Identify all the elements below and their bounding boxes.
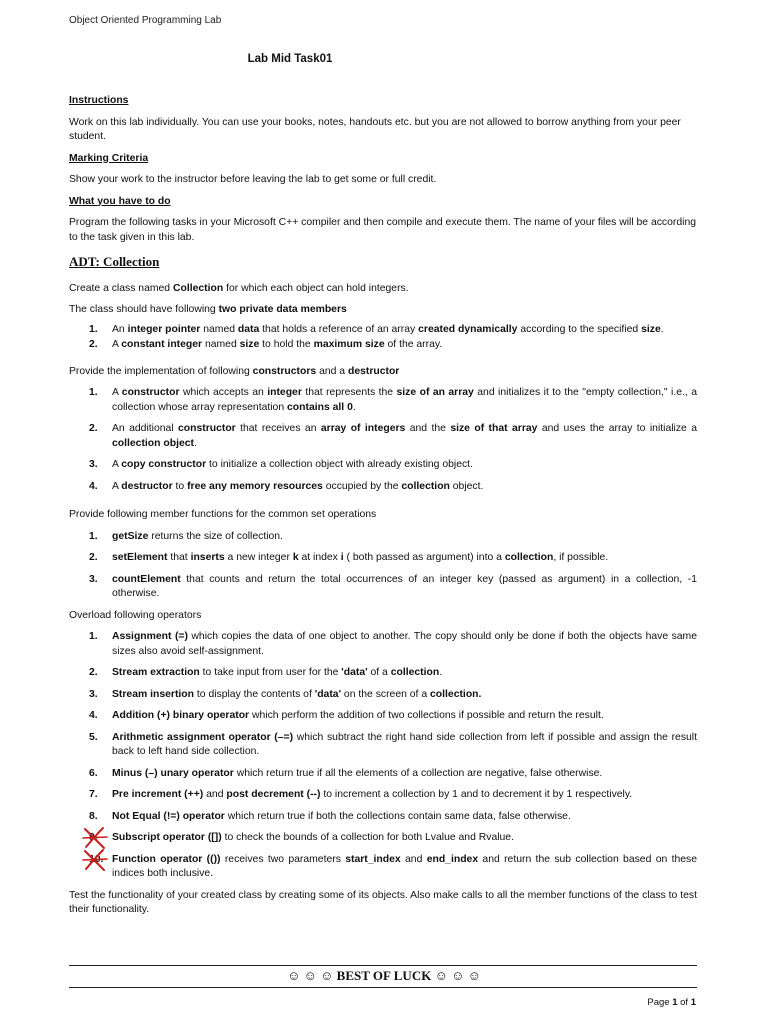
page-number: Page 1 of 1 — [647, 997, 696, 1008]
document-body — [69, 94, 697, 925]
operators-list — [69, 630, 697, 882]
ctors-lead: Provide the implementation of following constructors and a destructor — [69, 365, 400, 377]
marking-heading: Marking Criteria — [69, 152, 149, 164]
list-item: 2. setElement that inserts a new integer k at index i ( both passed as argument) into a collection, if possible. — [89, 552, 609, 563]
list-item: 1. A constructor which accepts an integer that represents the size of an array and initializes it to the "empty collection," i.e., a collection whose array representation contains all 0. — [89, 387, 697, 413]
constructors-list — [69, 386, 697, 494]
footer-divider-top — [69, 965, 697, 966]
list-item: 4. A destructor to free any memory resources occupied by the collection object. — [89, 480, 484, 492]
list-item: 9. Subscript operator ([]) to check the bounds of a collection for both Lvalue and Rvalue. — [69, 831, 697, 846]
list-item: 5. Arithmetic assignment operator (–=) which subtract the right hand side collection from left if possible and assign the result back to left hand side collection. — [89, 731, 697, 757]
list-item: 2. A constant integer named size to hold the maximum size of the array. — [89, 339, 443, 350]
list-item: 3. Stream insertion to display the contents of 'data' on the screen of a collection. — [89, 688, 482, 700]
list-item: 2. An additional constructor that receives an array of integers and the size of that array and uses the array to initialize a collection object. — [89, 423, 697, 449]
member-functions-lead: Provide following member functions for the common set operations — [69, 509, 377, 520]
operators-lead: Overload following operators — [69, 609, 202, 621]
data-members-list — [69, 323, 697, 353]
handwritten-cross-mark-icon — [81, 847, 109, 873]
todo-text: Program the following tasks in your Microsoft C++ compiler and then compile and execute them. The name of your files will be according to the task given in this lab. — [69, 217, 697, 243]
members-lead: The class should have following two private data members — [69, 304, 347, 315]
list-item: 1. getSize returns the size of collection. — [89, 530, 283, 542]
list-item: 3. countElement that counts and return the total occurrences of an integer key (passed as argument) in a collection, -1 otherwise. — [89, 573, 697, 599]
list-item: 2. Stream extraction to take input from user for the 'data' of a collection. — [89, 667, 443, 678]
list-item: 1. An integer pointer named data that holds a reference of an array created dynamically according to the specified size. — [89, 323, 664, 335]
list-item: 1. Assignment (=) which copies the data of one object to another. The copy should only be done if both the objects have same sizes also avoid self-assignment. — [89, 631, 697, 657]
closing-text: Test the functionality of your created class by creating some of its objects. Also make calls to all the member functions of the class to test their functionality. — [69, 889, 697, 915]
adt-heading: ADT: Collection — [69, 254, 160, 269]
running-header: Object Oriented Programming Lab — [69, 15, 222, 26]
list-item: 6. Minus (–) unary operator which return true if all the elements of a collection are negative, false otherwise. — [89, 767, 603, 779]
list-item: 4. Addition (+) binary operator which perform the addition of two collections if possible and return the result. — [89, 710, 604, 721]
list-item: 7. Pre increment (++) and post decrement (--) to increment a collection by 1 and to decrement it by 1 respectively. — [89, 789, 633, 800]
list-item: 10. Function operator (()) receives two parameters start_index and end_index and return the sub collection based on these indices both inclusive. — [69, 853, 697, 882]
instructions-heading: Instructions — [69, 95, 129, 106]
footer-divider-bottom — [69, 987, 697, 988]
todo-heading: What you have to do — [69, 195, 171, 207]
class-intro: Create a class named Collection for which each object can hold integers. — [69, 282, 409, 294]
list-item: 8. Not Equal (!=) operator which return true if both the collections contain same data, false otherwise. — [89, 810, 571, 822]
member-functions-list — [69, 530, 697, 602]
page-title: Lab Mid Task01 — [247, 53, 333, 65]
instructions-text: Work on this lab individually. You can use your books, notes, handouts etc. but you are not allowed to borrow anything from your peer student. — [69, 116, 681, 142]
best-of-luck-banner: ☺ ☺ ☺ BEST OF LUCK ☺ ☺ ☺ — [287, 968, 481, 983]
marking-text: Show your work to the instructor before leaving the lab to get some or full credit. — [69, 174, 437, 185]
list-item: 3. A copy constructor to initialize a collection object with already existing object. — [89, 459, 473, 470]
